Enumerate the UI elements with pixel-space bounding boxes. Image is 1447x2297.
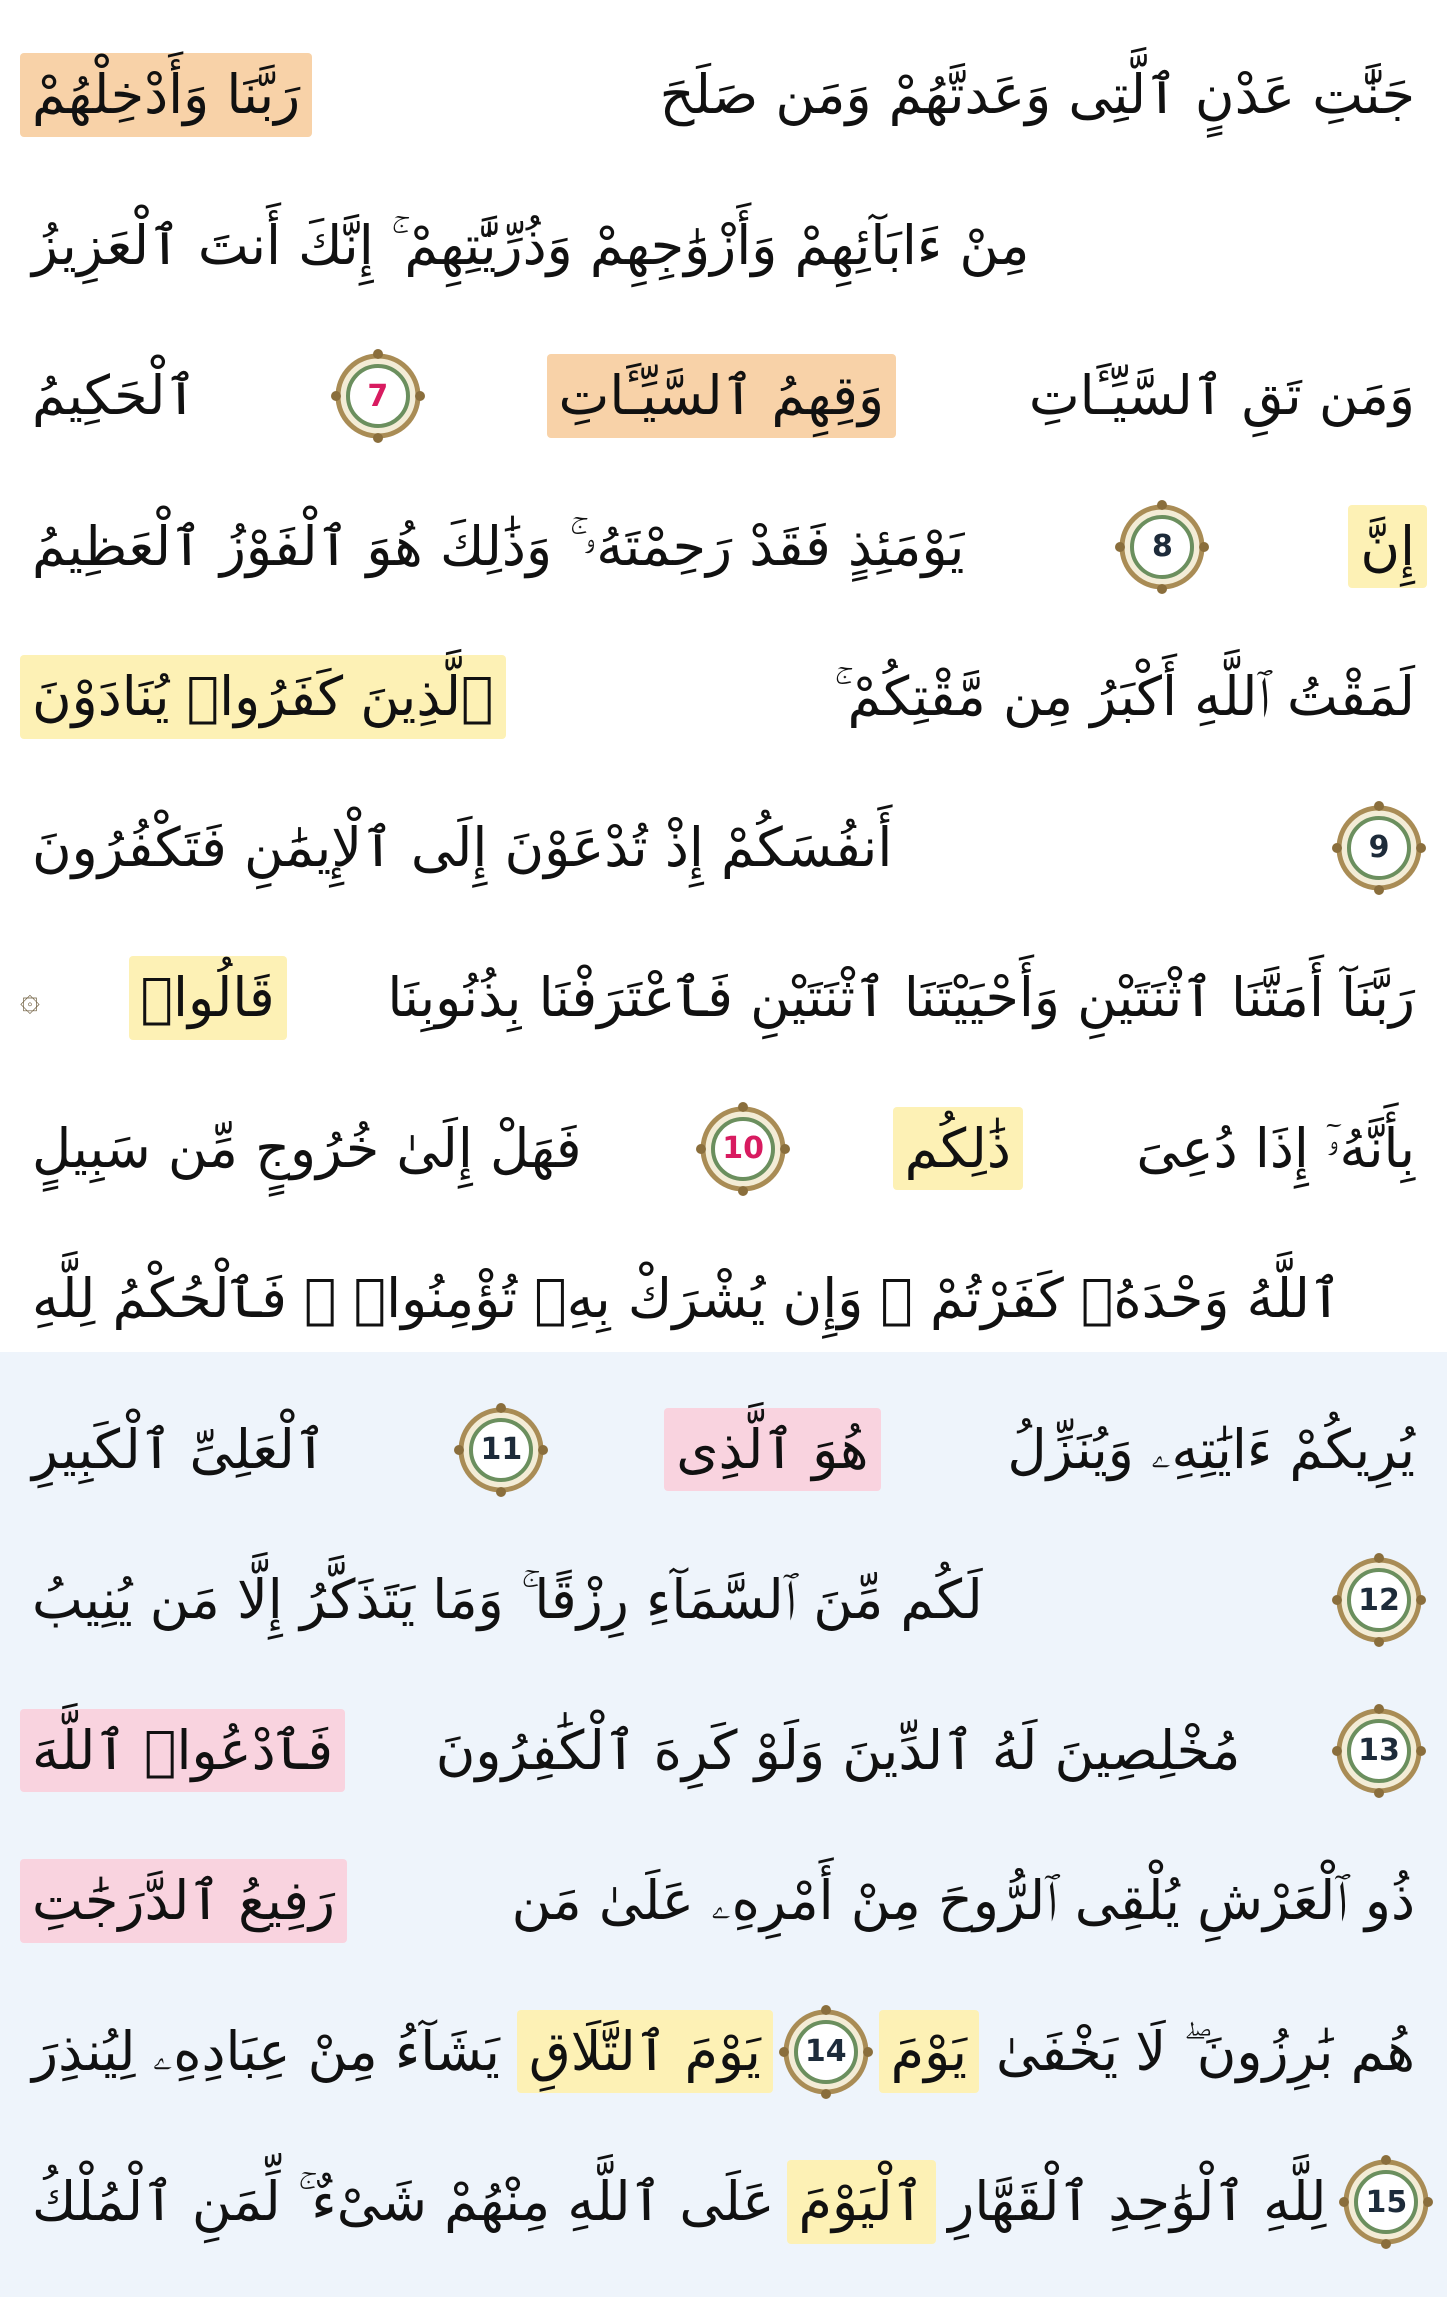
highlighted-phrase: قَالُوا۟ [129, 956, 287, 1040]
ayah-number-marker [453, 1402, 549, 1498]
verse-line [20, 1375, 1427, 1525]
verse-text: لَكُم مِّنَ ٱلسَّمَآءِ رِزْقًا ۚ وَمَا يَتَذَكَّرُ إِلَّا مَن يُنِيبُ [32, 1568, 983, 1632]
highlighted-phrase: رَبَّنَا وَأَدْخِلْهُمْ [20, 53, 312, 137]
verse-text: رَبَّنَآ أَمَتَّنَا ٱثْنَتَيْنِ وَأَحْيَيْتَنَا ٱثْنَتَيْنِ فَٱعْتَرَفْنَا بِذُنُوبِنَا [387, 966, 1415, 1030]
verse-text: أَنفُسَكُمْ إِذْ تُدْعَوْنَ إِلَى ٱلْإِيمَٰنِ فَتَكْفُرُونَ [32, 815, 893, 879]
verse-text: هُم بَٰرِزُونَ ۖ لَا يَخْفَىٰ [995, 2019, 1415, 2083]
ayah-number: 9 [1368, 830, 1390, 865]
ayah-number: 12 [1358, 1582, 1400, 1618]
verse-line [20, 2127, 1427, 2277]
highlighted-phrase: يَوْمَ [879, 2010, 979, 2094]
highlighted-phrase: ٱلَّذِينَ كَفَرُوا۟ يُنَادَوْنَ [20, 655, 506, 739]
rub-el-hizb-icon: ۞ [20, 978, 40, 1019]
ayah-number-marker [1338, 2154, 1434, 2250]
verse-line [20, 1525, 1427, 1675]
verse-line [20, 321, 1427, 471]
verse-text: جَنَّٰتِ عَدْنٍ ٱلَّتِى وَعَدتَّهُمْ وَمَن صَلَحَ [659, 63, 1415, 127]
ayah-number: 15 [1365, 2184, 1408, 2220]
verse-text: لِلَّهِ ٱلْوَٰحِدِ ٱلْقَهَّارِ [948, 2170, 1327, 2234]
verse-line [20, 923, 1427, 1073]
verse-text: فَهَلْ إِلَىٰ خُرُوجٍ مِّن سَبِيلٍ [32, 1116, 582, 1180]
highlighted-phrase: يَوْمَ ٱلتَّلَاقِ [517, 2010, 773, 2094]
highlighted-phrase: إِنَّ [1348, 505, 1427, 589]
verse-text: ٱللَّهُ وَحْدَهُۥ كَفَرْتُمْ ۖ وَإِن يُشْرَكْ بِهِۦ تُؤْمِنُوا۟ ۚ فَٱلْحُكْمُ لِلَّهِ [32, 1267, 1342, 1331]
highlighted-phrase: ذَٰلِكُم [893, 1107, 1023, 1191]
ayah-number-marker [1331, 1703, 1427, 1799]
verse-text: عَلَى ٱللَّهِ مِنْهُمْ شَىْءٌ ۚ لِّمَنِ ٱلْمُلْكُ [32, 2170, 775, 2234]
ayah-number: 8 [1151, 529, 1173, 564]
verse-line [20, 1224, 1427, 1374]
highlighted-phrase: هُوَ ٱلَّذِى [664, 1408, 880, 1492]
verse-line [20, 171, 1427, 321]
highlighted-phrase: ٱلْيَوْمَ [787, 2160, 937, 2244]
verse-line [20, 773, 1427, 923]
verse-line [20, 1676, 1427, 1826]
highlighted-phrase: وَقِهِمُ ٱلسَّيِّـَٔاتِ [547, 354, 897, 438]
verse-text: مِنْ ءَابَآئِهِمْ وَأَزْوَٰجِهِمْ وَذُرِّيَّٰتِهِمْ ۚ إِنَّكَ أَنتَ ٱلْعَزِيزُ [32, 213, 1030, 277]
highlighted-phrase: رَفِيعُ ٱلدَّرَجَٰتِ [20, 1859, 347, 1943]
verse-line [20, 1977, 1427, 2127]
verse-text: مُخْلِصِينَ لَهُ ٱلدِّينَ وَلَوْ كَرِهَ ٱلْكَٰفِرُونَ [435, 1718, 1241, 1782]
verse-text: يَوْمَئِذٍ فَقَدْ رَحِمْتَهُۥ ۚ وَذَٰلِكَ هُوَ ٱلْفَوْزُ ٱلْعَظِيمُ [32, 514, 965, 578]
ayah-number: 10 [722, 1131, 764, 1166]
verse-line [20, 20, 1427, 170]
verse-line [20, 1074, 1427, 1224]
verse-text: وَمَن تَقِ ٱلسَّيِّـَٔاتِ [1028, 364, 1415, 428]
verse-text: ذُو ٱلْعَرْشِ يُلْقِى ٱلرُّوحَ مِنْ أَمْرِهِۦ عَلَىٰ مَن [511, 1869, 1415, 1933]
ayah-number-marker [778, 2004, 874, 2100]
ayah-number-marker [695, 1101, 791, 1197]
verse-text: بِأَنَّهُۥٓ إِذَا دُعِىَ [1136, 1116, 1415, 1180]
verse-text: يَشَآءُ مِنْ عِبَادِهِۦ لِيُنذِرَ [32, 2019, 500, 2083]
ayah-number: 11 [480, 1432, 523, 1467]
verse-text: ٱلْحَكِيمُ [32, 364, 198, 428]
ayah-number: 7 [367, 378, 389, 414]
ayah-number-marker [1331, 1552, 1427, 1648]
verse-text: لَمَقْتُ ٱللَّهِ أَكْبَرُ مِن مَّقْتِكُمْ ۚ [834, 665, 1415, 729]
verse-text: يُرِيكُمْ ءَايَٰتِهِۦ وَيُنَزِّلُ [1007, 1417, 1415, 1481]
verse-line [20, 622, 1427, 772]
ayah-number: 13 [1358, 1733, 1400, 1768]
verse-line [20, 472, 1427, 622]
verse-line [20, 1826, 1427, 1976]
ayah-number-marker [330, 348, 426, 444]
ayah-number-marker [1331, 800, 1427, 896]
ayah-number-marker [1114, 499, 1210, 595]
highlighted-phrase: فَٱدْعُوا۟ ٱللَّهَ [20, 1709, 345, 1793]
verse-text: ٱلْعَلِىِّ ٱلْكَبِيرِ [32, 1417, 327, 1481]
ayah-number: 14 [804, 2034, 847, 2069]
